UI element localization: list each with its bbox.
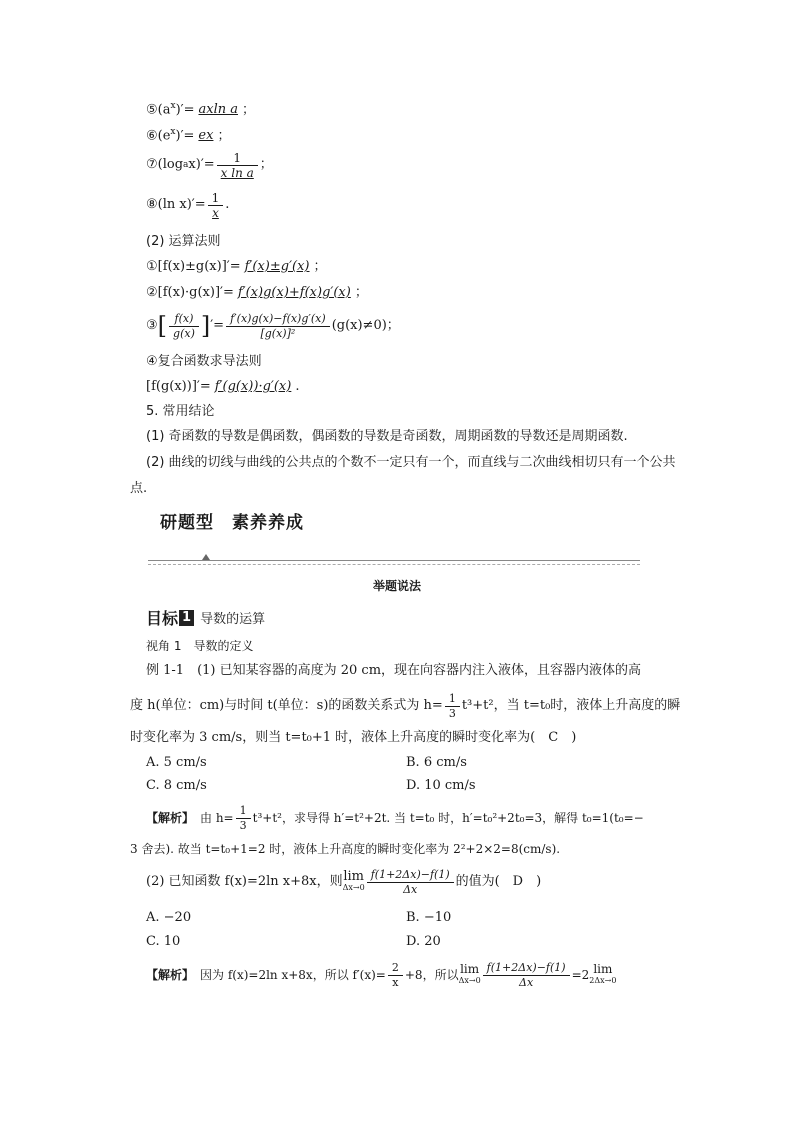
- example-2-solution-a: 因为 f(x)=2ln x+8x，所以 f′(x)=: [200, 968, 386, 982]
- formula-7-mid: x)′=: [188, 157, 215, 172]
- example-2-solution-limit-2: [589, 964, 616, 986]
- example-1-line-2: [130, 688, 680, 724]
- example-2-solution-label: 【解析】: [146, 968, 195, 982]
- formula-5-sup: x: [170, 101, 176, 111]
- formula-7-numerator: 1: [217, 151, 258, 166]
- conclusion-1: (1) 奇函数的导数是偶函数，偶函数的导数是奇函数，周期函数的导数还是周期函数.: [146, 429, 628, 444]
- example-1-solution-line-1: [146, 800, 644, 836]
- section-subtitle: 举题说法: [372, 579, 421, 593]
- example-1-solution-b: t³+t²，求导得 h′=t²+2t. 当 t=t₀ 时，h′=t₀²+2t₀=3，解得 t₀=1(t₀=−: [252, 811, 644, 825]
- rule-3-bracket-open: [: [157, 312, 168, 340]
- rule-4-heading: ④复合函数求导法则: [146, 354, 262, 369]
- example-1-choice-b: B. 6 cm/s: [406, 755, 467, 770]
- example-2-solution: [146, 955, 616, 995]
- section-rule-top: [148, 560, 640, 561]
- rule-3-denominator: [g(x)]²: [260, 326, 296, 340]
- example-1-choice-c: C. 8 cm/s: [146, 778, 207, 793]
- rule-4-left: [f(g(x))]′=: [146, 379, 211, 394]
- formula-8-fraction: [208, 191, 224, 220]
- example-2-solution-limit-label: lim: [460, 962, 480, 976]
- formula-8-end: .: [225, 197, 230, 212]
- rule-3-inner-fraction: [169, 312, 199, 341]
- conclusions-heading: 5. 常用结论: [146, 404, 215, 419]
- rule-3-mid: ′=: [210, 318, 225, 333]
- rule-1-answer: f′(x)±g′(x): [244, 259, 310, 274]
- formula-7-left: ⑦(log: [146, 157, 184, 172]
- example-1-denominator: 3: [448, 706, 456, 720]
- rule-2-answer: f′(x)g(x)+f(x)g′(x): [237, 285, 351, 300]
- formula-6: [146, 123, 230, 145]
- rule-3-left: ③: [146, 318, 158, 333]
- rule-3-inner-numerator: f(x): [169, 312, 199, 327]
- example-2-solution-fraction-2: [483, 961, 570, 990]
- example-1-solution-label: 【解析】: [146, 811, 195, 825]
- conclusion-2: (2) 曲线的切线与曲线的公共点的个数不一定只有一个，而直线与二次曲线相切只有一个公共点.: [130, 455, 676, 496]
- rule-3-inner-denominator: g(x): [173, 326, 195, 340]
- rule-2: [146, 284, 368, 302]
- example-2-choice-d: D. 20: [406, 934, 441, 949]
- example-1-line-2-a: 度 h(单位：cm)与时间 t(单位：s)的函数关系式为 h=: [130, 698, 443, 713]
- formula-8-denominator: x: [212, 205, 219, 220]
- example-1-line-2-b: t³+t²，当 t=t₀时，液体上升高度的瞬: [461, 698, 681, 713]
- formula-5-left: ⑤(a: [146, 102, 171, 118]
- example-1-solution-a: 由 h=: [200, 811, 234, 825]
- example-2-fraction: [367, 868, 454, 897]
- example-2-choice-a: A. −20: [146, 910, 192, 925]
- example-2-question: [146, 862, 541, 902]
- example-1-choice-a: A. 5 cm/s: [146, 755, 207, 770]
- formula-5-answer: axln a: [198, 102, 238, 118]
- formula-8: [146, 188, 229, 222]
- example-2-question-a: (2) 已知函数 f(x)=2ln x+8x，则: [146, 874, 343, 889]
- formula-8-left: ⑧(ln x)′=: [146, 197, 206, 212]
- example-2-solution-limit-2-label: lim: [593, 962, 613, 976]
- rule-3-numerator: f′(x)g(x)−f(x)g′(x): [226, 312, 330, 327]
- example-1-fraction: [445, 692, 460, 721]
- example-2-question-b: 的值为( D ): [455, 874, 542, 889]
- rule-1-end: ；: [313, 259, 327, 274]
- example-2-denominator: Δx: [403, 882, 418, 896]
- example-2-solution-denominator-2: Δx: [519, 975, 534, 989]
- formula-6-left: ⑥(e: [146, 128, 171, 144]
- rule-2-end: ；: [354, 285, 368, 300]
- example-1-solution-denominator: 3: [239, 818, 247, 832]
- example-2-solution-limit-sub: Δx→0: [458, 976, 481, 985]
- rule-1: [146, 258, 327, 276]
- triangle-marker-icon: [202, 554, 210, 560]
- example-2-numerator: f(1+2Δx)−f(1): [367, 868, 454, 883]
- rule-3-end: (g(x)≠0)；: [331, 318, 400, 333]
- rule-1-left: ①[f(x)±g(x)]′=: [146, 259, 241, 274]
- formula-5: [146, 97, 255, 119]
- rule-4: [146, 378, 299, 396]
- rules-heading: (2) 运算法则: [146, 234, 221, 249]
- rule-4-answer: f′(g(x))·g′(x): [214, 379, 292, 394]
- rule-2-left: ②[f(x)·g(x)]′=: [146, 285, 234, 300]
- formula-5-mid: )′=: [175, 102, 195, 118]
- example-2-choice-b: B. −10: [406, 910, 452, 925]
- example-2-solution-fraction-1: [388, 961, 403, 990]
- angle-heading: 视角 1 导数的定义: [146, 639, 254, 653]
- example-1-line-3: 时变化率为 3 cm/s，则当 t=t₀+1 时，液体上升高度的瞬时变化率为( C ): [130, 730, 577, 745]
- example-1-numerator: 1: [445, 692, 460, 707]
- formula-7: [146, 148, 273, 182]
- formula-7-end: ；: [259, 157, 273, 172]
- rule-4-end: .: [295, 379, 300, 394]
- target-title: 导数的运算: [200, 612, 266, 627]
- formula-7-fraction: [217, 151, 258, 180]
- formula-6-answer: ex: [198, 128, 214, 144]
- rule-3-fraction: [226, 312, 330, 341]
- section-rule-bottom: [148, 564, 640, 565]
- example-2-limit-label: lim: [343, 869, 364, 884]
- example-2-solution-numerator-1: 2: [388, 961, 403, 976]
- formula-7-sub: a: [183, 160, 189, 170]
- example-2-limit: [343, 871, 365, 893]
- formula-6-mid: )′=: [175, 128, 195, 144]
- example-1-choice-d: D. 10 cm/s: [406, 778, 476, 793]
- example-1-solution-fraction: [236, 804, 251, 833]
- example-2-limit-sub: Δx→0: [342, 883, 365, 892]
- formula-5-end: ；: [241, 102, 255, 118]
- example-2-solution-c: =2: [571, 968, 590, 982]
- target-heading: [146, 606, 265, 629]
- example-2-solution-b: +8，所以: [404, 968, 459, 982]
- section-title: 研题型 素养养成: [160, 513, 304, 533]
- formula-7-denominator: x ln a: [220, 165, 254, 180]
- example-2-solution-denominator-1: x: [392, 975, 399, 989]
- target-number-badge: 1: [179, 610, 194, 626]
- example-2-solution-numerator-2: f(1+2Δx)−f(1): [483, 961, 570, 976]
- formula-6-end: ；: [217, 128, 231, 144]
- example-2-solution-limit: [459, 964, 481, 986]
- example-2-choice-c: C. 10: [146, 934, 181, 949]
- example-1-solution-line-2: 3 舍去). 故当 t=t₀+1=2 时，液体上升高度的瞬时变化率为 2²+2×2=8(cm/s).: [130, 842, 561, 856]
- formula-6-sup: x: [170, 127, 176, 137]
- target-mark: 目标: [146, 609, 179, 628]
- rule-3-bracket-close: ]: [200, 312, 211, 340]
- example-1-line-1: 例 1-1 (1) 已知某容器的高度为 20 cm，现在向容器内注入液体，且容器内液体的高: [146, 663, 642, 678]
- rule-3: [146, 306, 400, 346]
- example-2-solution-limit-2-sub: 2Δx→0: [589, 976, 617, 985]
- example-1-solution-numerator: 1: [236, 804, 251, 819]
- formula-8-numerator: 1: [208, 191, 224, 206]
